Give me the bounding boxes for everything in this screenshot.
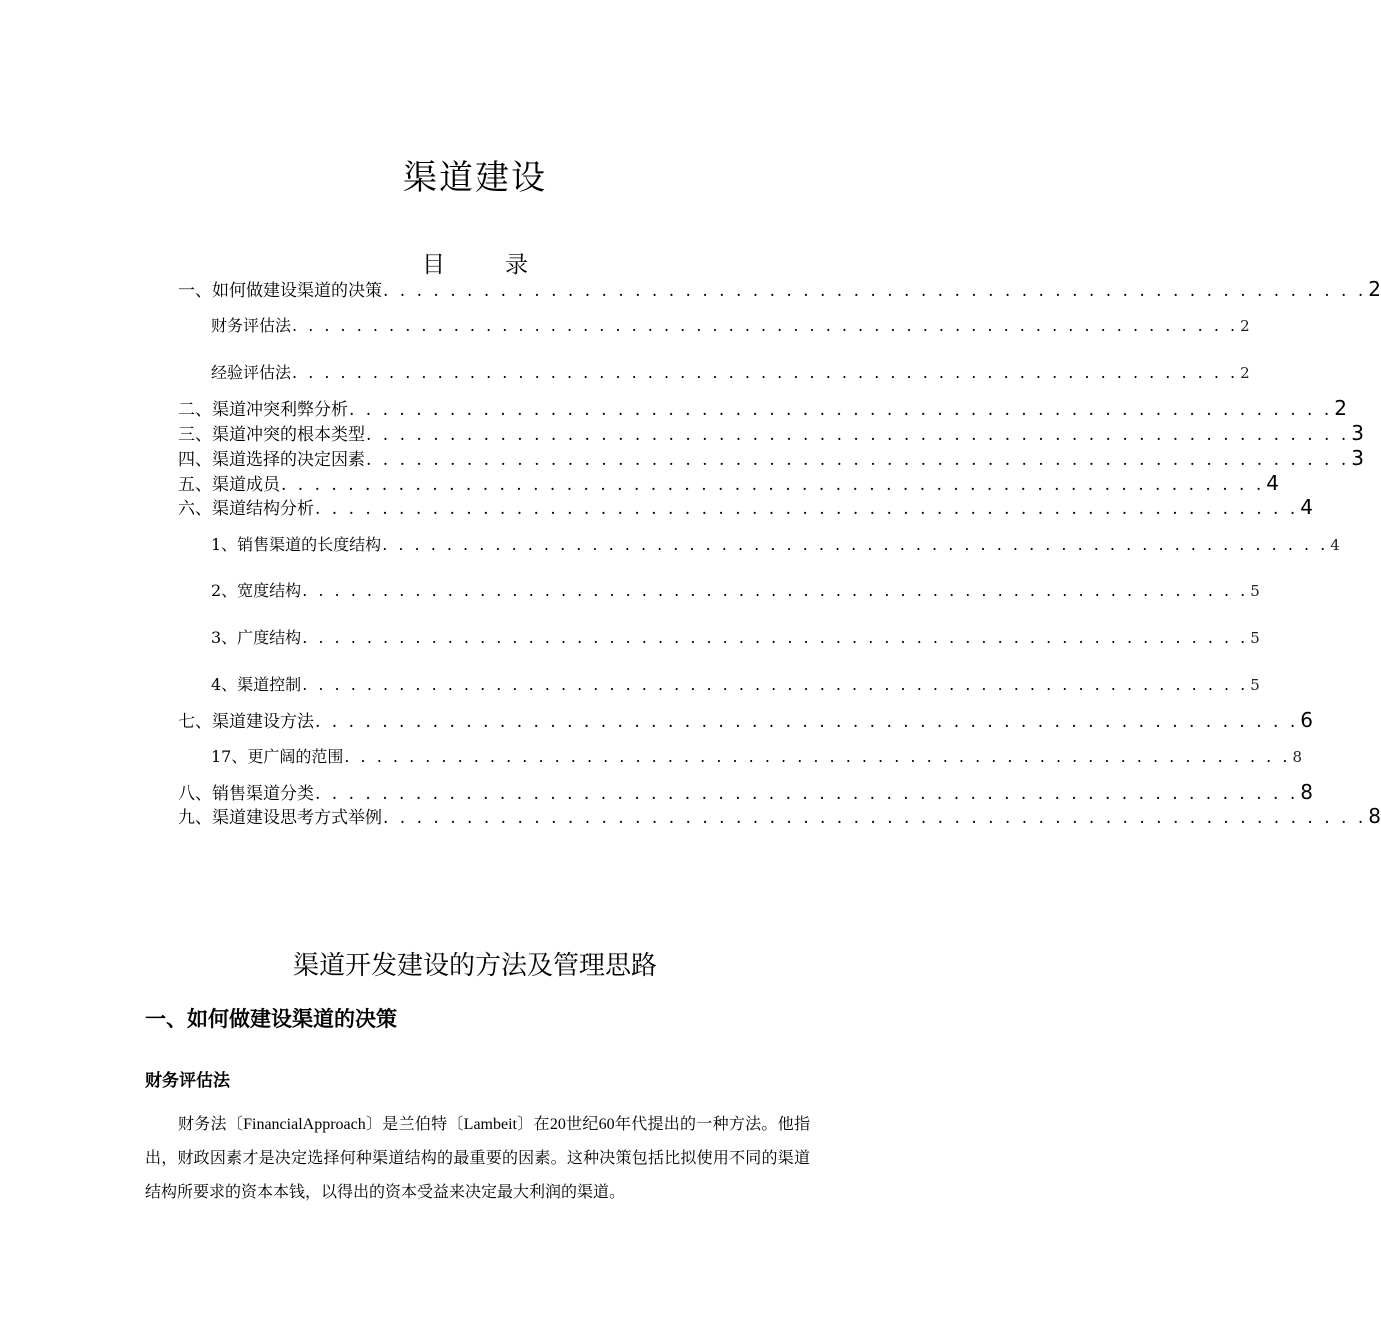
toc-entry-page: 4	[1330, 536, 1340, 554]
toc-entry-page: 2	[1240, 364, 1250, 382]
toc-entry[interactable]	[211, 672, 1260, 695]
toc-leader-dots: . . . . . . . . . . . . . . . . . . . . . . . . . . . . . . . . . . . . . . . . . . . . . . . . . . . . . . . . . . .	[302, 581, 1249, 600]
toc-entry-page: 8	[1292, 748, 1302, 766]
toc-entry[interactable]	[211, 360, 1250, 383]
toc-entry-page: 2	[1334, 396, 1347, 420]
toc-entry-label: 3、广度结构	[211, 628, 302, 647]
toc-heading-right: 录	[505, 252, 528, 278]
toc-entry[interactable]	[178, 445, 1364, 470]
toc-entry-page: 8	[1368, 804, 1381, 828]
toc-entry[interactable]	[178, 420, 1364, 445]
body-paragraph: 财务法〔FinancialApproach〕是兰伯特〔Lambeit〕在20世纪60年代提出的一种方法。他指出，财政因素才是决定选择何种渠道结构的最重要的因素。这种决策包括比拟使用不同的渠道结构所要求的资本本钱，以得出的资本受益来决定最大利润的渠道。	[145, 1116, 810, 1201]
toc-entry-label: 一、如何做建设渠道的决策	[178, 281, 382, 301]
toc-leader-dots: . . . . . . . . . . . . . . . . . . . . . . . . . . . . . . . . . . . . . . . . . . . . . . . . . . . . . . . . . . .	[344, 747, 1291, 766]
toc-entry[interactable]	[178, 276, 1381, 301]
toc-entry[interactable]	[178, 779, 1313, 804]
toc-entry-label: 六、渠道结构分析	[178, 499, 314, 519]
toc-entry-label: 17、更广阔的范围	[211, 747, 344, 766]
toc-leader-dots: . . . . . . . . . . . . . . . . . . . . . . . . . . . . . . . . . . . . . . . . . . . . . . . . . . . . . . . . . . .	[302, 628, 1249, 647]
toc-leader-dots: . . . . . . . . . . . . . . . . . . . . . . . . . . . . . . . . . . . . . . . . . . . . . . . . . . . . . . . . . . .	[292, 363, 1239, 382]
toc-entry-page: 3	[1351, 446, 1364, 470]
toc-heading-left: 目	[422, 252, 445, 278]
toc-entry-page: 2	[1240, 317, 1250, 335]
toc-leader-dots: . . . . . . . . . . . . . . . . . . . . . . . . . . . . . . . . . . . . . . . . . . . . . . . . . . . . . . . . . . .	[382, 535, 1329, 554]
toc-leader-dots: . . . . . . . . . . . . . . . . . . . . . . . . . . . . . . . . . . . . . . . . . . . . . . . . . . . . . . . . . . .	[302, 675, 1249, 694]
toc-entry-page: 8	[1300, 780, 1313, 804]
toc-entry-label: 1、销售渠道的长度结构	[211, 535, 382, 554]
toc-entry-page: 5	[1250, 582, 1260, 600]
toc-leader-dots: . . . . . . . . . . . . . . . . . . . . . . . . . . . . . . . . . . . . . . . . . . . . . . . . . . . . . . . . . . .	[315, 784, 1299, 804]
toc-heading	[0, 246, 950, 279]
toc-leader-dots: . . . . . . . . . . . . . . . . . . . . . . . . . . . . . . . . . . . . . . . . . . . . . . . . . . . . . . . . . . .	[281, 475, 1265, 495]
toc-entry-page: 2	[1368, 277, 1381, 301]
toc-entry-label: 五、渠道成员	[178, 475, 280, 495]
toc-entry-label: 七、渠道建设方法	[178, 712, 314, 732]
toc-leader-dots: . . . . . . . . . . . . . . . . . . . . . . . . . . . . . . . . . . . . . . . . . . . . . . . . . . . . . . . . . . .	[349, 400, 1333, 420]
toc-leader-dots: . . . . . . . . . . . . . . . . . . . . . . . . . . . . . . . . . . . . . . . . . . . . . . . . . . . . . . . . . . .	[383, 281, 1367, 301]
toc-entry[interactable]	[211, 744, 1302, 767]
toc-entry[interactable]	[211, 313, 1250, 336]
toc-leader-dots: . . . . . . . . . . . . . . . . . . . . . . . . . . . . . . . . . . . . . . . . . . . . . . . . . . . . . . . . . . .	[366, 425, 1350, 445]
toc-entry[interactable]	[178, 494, 1313, 519]
heading-1: 一、如何做建设渠道的决策	[145, 1007, 397, 1031]
toc-entry-label: 四、渠道选择的决定因素	[178, 450, 365, 470]
toc-entry-label: 2、宽度结构	[211, 581, 302, 600]
toc-entry-label: 经验评估法	[211, 363, 292, 382]
toc-entry[interactable]	[211, 532, 1340, 555]
toc-leader-dots: . . . . . . . . . . . . . . . . . . . . . . . . . . . . . . . . . . . . . . . . . . . . . . . . . . . . . . . . . . .	[292, 316, 1239, 335]
toc-entry-label: 三、渠道冲突的根本类型	[178, 425, 365, 445]
heading-2: 财务评估法	[145, 1071, 230, 1091]
toc-entry-label: 二、渠道冲突利弊分析	[178, 400, 348, 420]
section-title: 渠道开发建设的方法及管理思路	[292, 951, 657, 981]
toc-entry-label: 八、销售渠道分类	[178, 784, 314, 804]
toc-entry[interactable]	[178, 803, 1381, 828]
toc-entry-label: 财务评估法	[211, 316, 292, 335]
toc-entry-page: 5	[1250, 676, 1260, 694]
toc-entry-page: 4	[1266, 471, 1279, 495]
document-title: 渠道建设	[403, 158, 547, 198]
toc-leader-dots: . . . . . . . . . . . . . . . . . . . . . . . . . . . . . . . . . . . . . . . . . . . . . . . . . . . . . . . . . . .	[383, 808, 1367, 828]
toc-entry[interactable]	[211, 578, 1260, 601]
toc-leader-dots: . . . . . . . . . . . . . . . . . . . . . . . . . . . . . . . . . . . . . . . . . . . . . . . . . . . . . . . . . . .	[315, 499, 1299, 519]
toc-leader-dots: . . . . . . . . . . . . . . . . . . . . . . . . . . . . . . . . . . . . . . . . . . . . . . . . . . . . . . . . . . .	[366, 450, 1350, 470]
toc-entry-page: 6	[1300, 708, 1313, 732]
toc-leader-dots: . . . . . . . . . . . . . . . . . . . . . . . . . . . . . . . . . . . . . . . . . . . . . . . . . . . . . . . . . . .	[315, 712, 1299, 732]
toc-entry-page: 4	[1300, 495, 1313, 519]
toc-entry[interactable]	[178, 395, 1347, 420]
toc-entry[interactable]	[211, 625, 1260, 648]
toc-entry-label: 4、渠道控制	[211, 675, 302, 694]
toc-entry-page: 5	[1250, 629, 1260, 647]
toc-entry[interactable]	[178, 707, 1313, 732]
toc-entry-page: 3	[1351, 421, 1364, 445]
toc-entry-label: 九、渠道建设思考方式举例	[178, 808, 382, 828]
toc-entry[interactable]	[178, 470, 1279, 495]
